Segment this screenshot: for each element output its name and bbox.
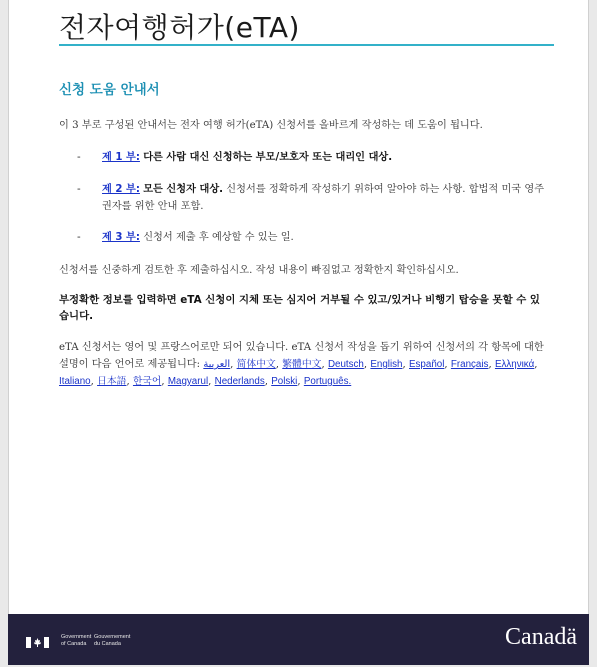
part-1-link[interactable]: 제 1 부: <box>102 152 140 163</box>
language-link[interactable]: Português. <box>303 376 352 387</box>
bullet-strong: 다른 사람 대신 신청하는 부모/보호자 또는 대리인 대상. <box>143 152 393 163</box>
bullet-strong: 모든 신청자 대상. <box>143 184 224 195</box>
language-link[interactable]: 日本語 <box>97 376 127 387</box>
government-of-canada-fr: Gouvernement du Canada <box>94 634 131 647</box>
language-link[interactable]: 繁體中文 <box>282 359 322 370</box>
review-paragraph: 신청서를 신중하게 검토한 후 제출하십시오. 작성 내용이 빠짐없고 정확한지 확인하십시오. <box>59 265 459 276</box>
bullet-dash: - <box>77 152 81 163</box>
warning-paragraph: 부정확한 정보를 입력하면 eTA 신청이 지체 또는 심지어 거부될 수 있고/있거나 비행기 탑승을 못할 수 있습니다. <box>59 294 540 322</box>
part-3-link[interactable]: 제 3 부: <box>102 232 140 243</box>
languages-intro: eTA 신청서는 영어 및 프랑스어로만 되어 있습니다. eTA 신청서 작성을 돕기 위하여 신청서의 각 항목에 대한 설명이 다음 언어로 제공됩니다: <box>59 342 544 370</box>
canada-wordmark: Canadä <box>505 624 577 650</box>
language-link[interactable]: Polski <box>271 376 298 387</box>
title-divider <box>59 44 554 46</box>
page-title: 전자여행허가(eTA) <box>59 11 300 44</box>
bullet-body: 신청서 제출 후 예상할 수 있는 일. <box>139 232 294 243</box>
section-heading: 신청 도움 안내서 <box>59 82 160 98</box>
language-link[interactable]: Nederlands <box>214 376 265 387</box>
footer <box>8 614 589 665</box>
canada-flag-icon <box>26 637 49 648</box>
language-link[interactable]: Italiano <box>59 376 91 387</box>
document-page <box>8 0 589 665</box>
bullet-body: 신청서를 정확하게 작성하기 위하여 알아야 하는 사항. 합법적 미국 영주권자를 위한 안내 포함. <box>102 184 545 212</box>
language-link[interactable]: 한국어 <box>132 376 162 387</box>
languages-paragraph <box>59 339 549 390</box>
language-link[interactable]: Magyarul <box>167 376 209 387</box>
bullet-text <box>102 229 552 246</box>
language-link[interactable]: العربية <box>203 359 231 370</box>
bullet-dash: - <box>77 184 81 195</box>
language-link[interactable]: English <box>370 359 403 370</box>
bullet-text <box>102 149 552 166</box>
language-link[interactable]: Français <box>450 359 489 370</box>
language-link[interactable]: 简体中文 <box>236 359 276 370</box>
intro-paragraph: 이 3 부로 구성된 안내서는 전자 여행 허가(eTA) 신청서를 올바르게 작성하는 데 도움이 됩니다. <box>59 120 483 131</box>
government-of-canada-en: Government of Canada <box>61 634 92 647</box>
part-2-link[interactable]: 제 2 부: <box>102 184 140 195</box>
language-links: العربية, 简体中文, 繁體中文, Deutsch, English, Español, Français, Ελληνικά, Italiano, 日本語, 한국어, Magyarul, Nederlands, Polski, Português. <box>59 359 538 387</box>
language-link[interactable]: Ελληνικά <box>494 359 535 370</box>
language-link[interactable]: Deutsch <box>327 359 364 370</box>
bullet-text <box>102 181 552 215</box>
language-link[interactable]: Español <box>409 359 445 370</box>
bullet-dash: - <box>77 232 81 243</box>
